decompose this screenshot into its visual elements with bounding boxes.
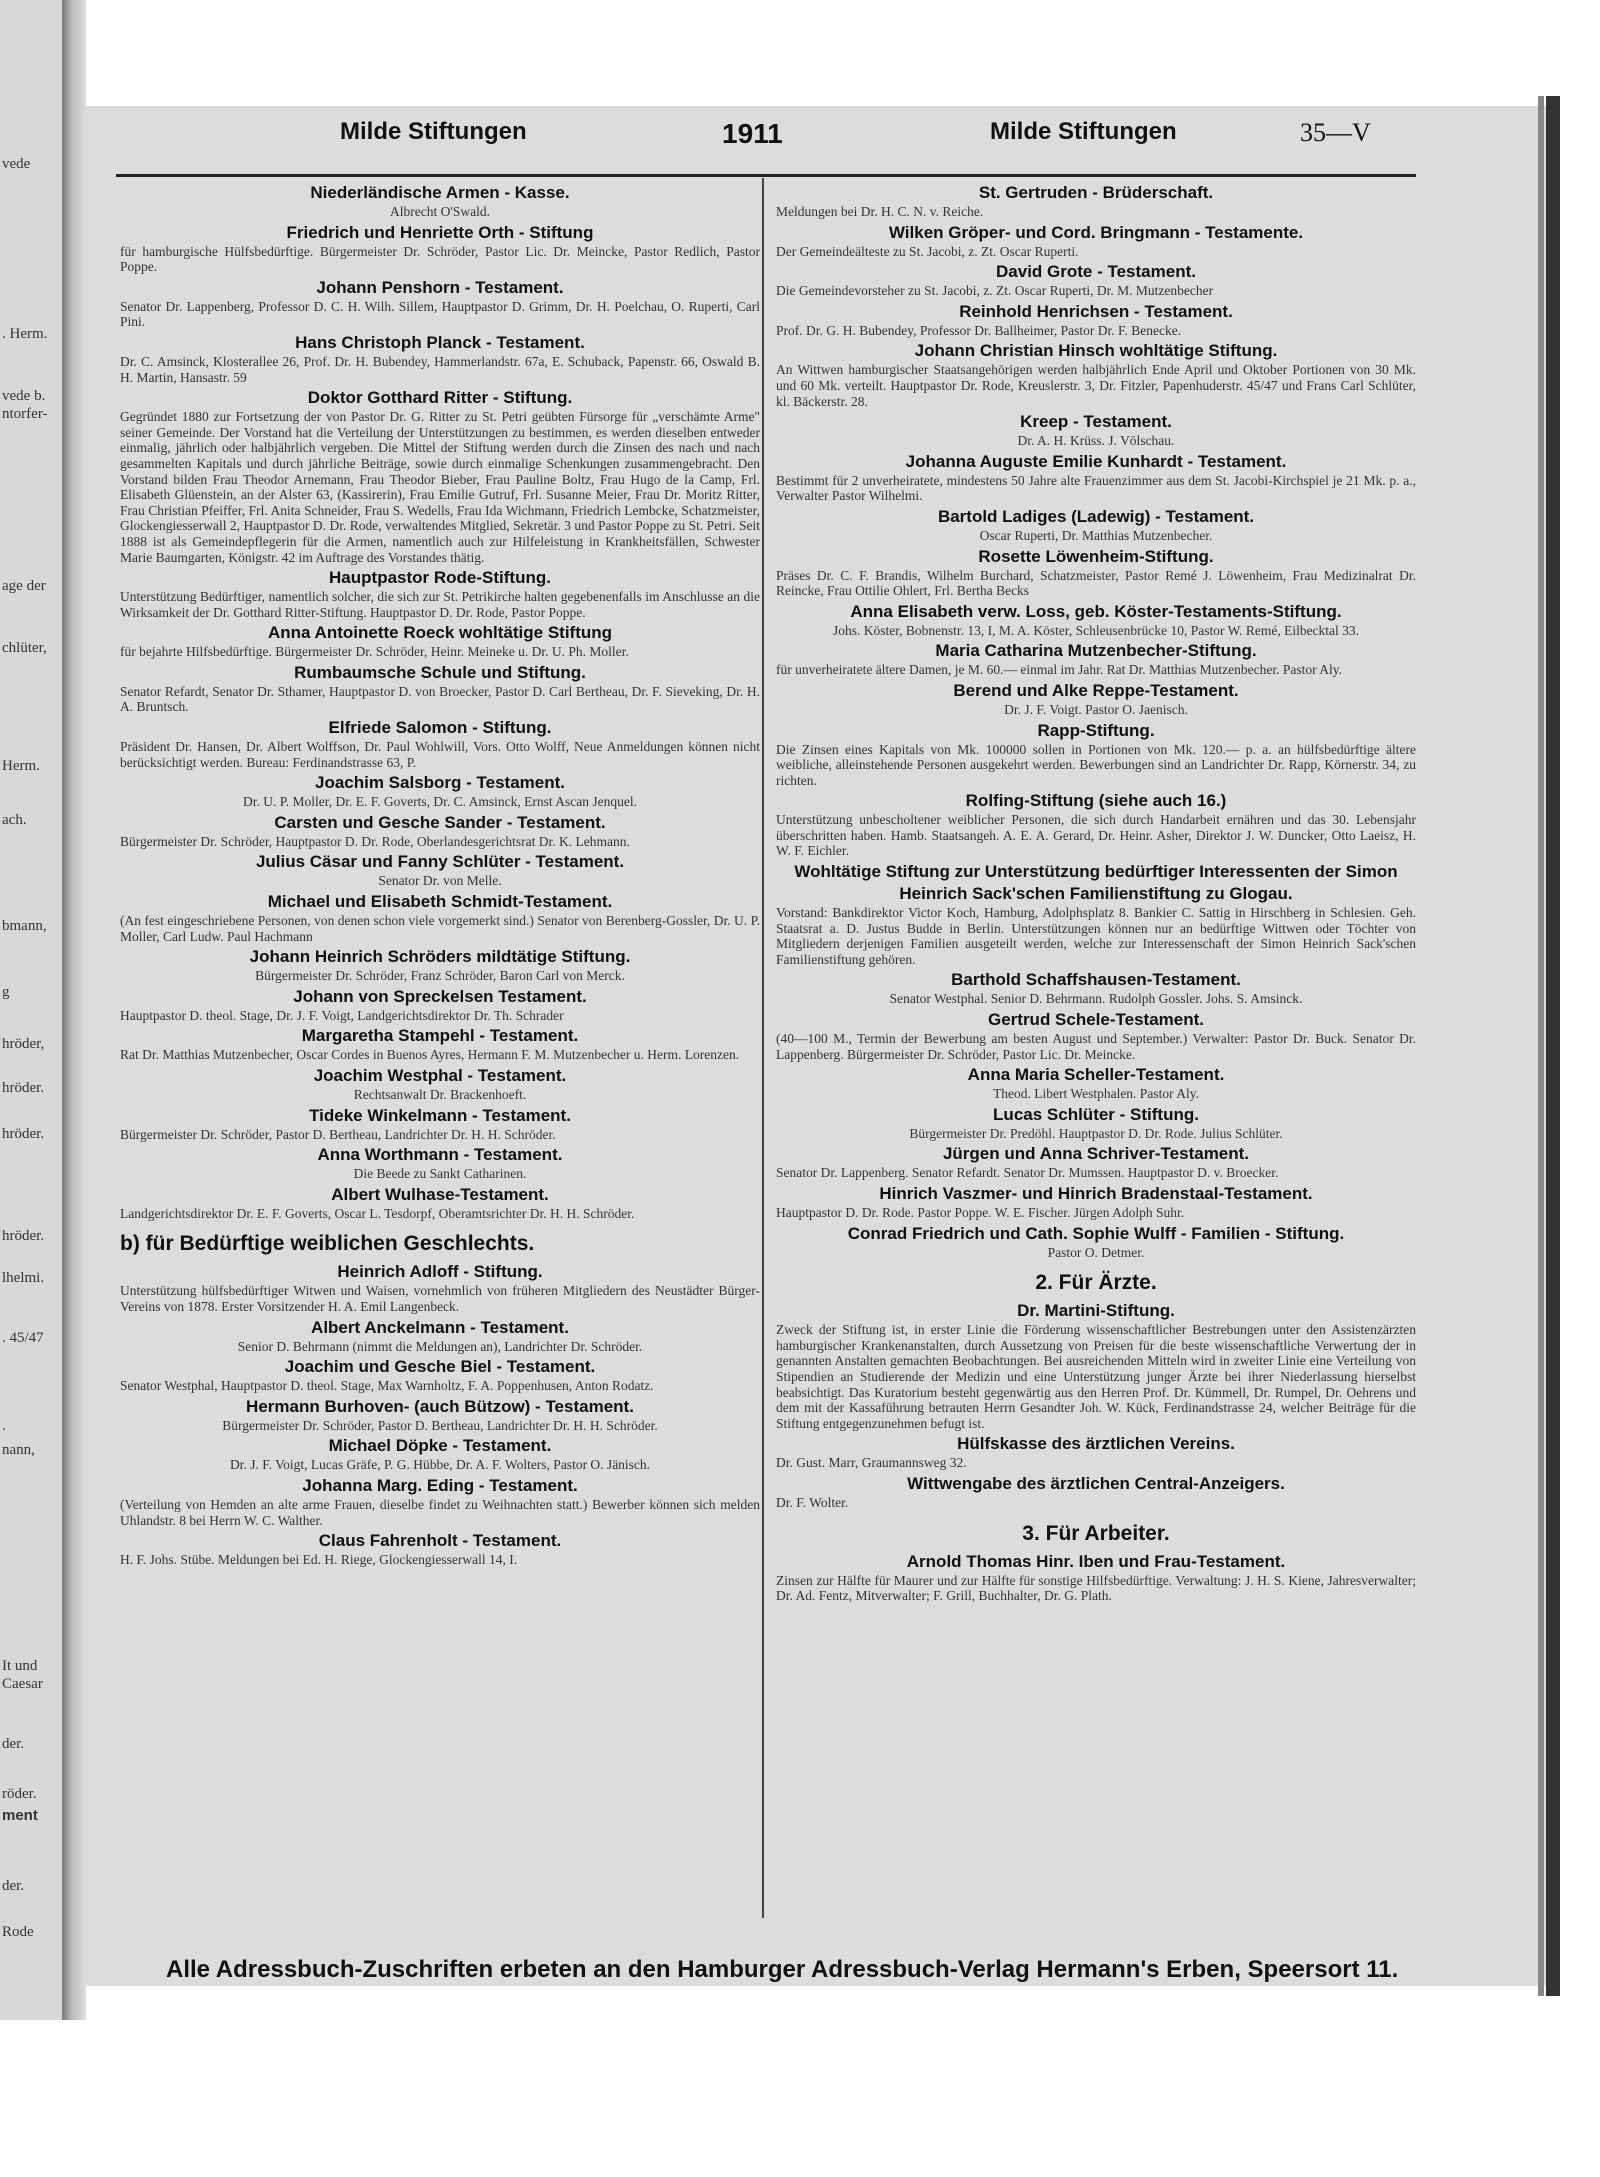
header-right-title: Milde Stiftungen [990,118,1177,145]
foundation-title: Joachim und Gesche Biel - Testament. [284,1357,596,1377]
foundation-text: Senator Dr. Lappenberg. Senator Refardt. Senator Dr. Mumssen. Hauptpastor D. v. Broecker. [776,1165,1279,1181]
foundation-entry [776,222,1416,260]
foundation-entry [776,640,1416,678]
foundation-title: Hinrich Vaszmer- und Hinrich Bradenstaal-Testament. [879,1184,1313,1203]
foundation-text: Senator Westphal, Hauptpastor D. theol. Stage, Max Warnholtz, F. A. Poppenhusen, Anton Rodatz. [120,1378,654,1394]
foundation-title: Heinrich Adloff - Stiftung. [337,1262,543,1282]
foundation-title: Claus Fahrenholt - Testament. [318,1531,562,1551]
foundation-entry [776,1143,1416,1181]
previous-page-fragment: ach. [2,812,27,828]
foundation-entry [776,969,1416,1007]
foundation-title: Margaretha Stampehl - Testament. [301,1026,579,1046]
previous-page-fragment: hröder. [2,1228,45,1244]
foundation-entry [120,772,760,810]
foundation-entry [776,1433,1416,1471]
previous-page-fragment: Caesar [2,1676,43,1692]
foundation-text: Hauptpastor D. theol. Stage, Dr. J. F. Voigt, Landgerichtsdirektor Dr. Th. Schrader [120,1007,564,1023]
footer-notice: Alle Adressbuch-Zuschriften erbeten an den Hamburger Adressbuch-Verlag Hermann's Erben, Speersort 11. [166,1956,1399,1983]
foundation-text: Albrecht O'Swald. [390,204,490,219]
foundation-entry [776,546,1416,599]
foundation-title: Berend und Alke Reppe-Testament. [953,680,1239,700]
foundation-text: für hamburgische Hülfsbedürftige. Bürgermeister Dr. Schröder, Pastor Lic. Dr. Meincke, Pastor Redlich, Pastor Poppe. [120,243,760,275]
foundation-title: Anna Antoinette Roeck wohltätige Stiftung [267,623,613,643]
foundation-title: Anna Worthmann - Testament. [317,1145,563,1165]
foundation-text: Unterstützung Bedürftiger, namentlich solcher, die sich zur St. Petrikirche halten gegebenenfalls im Anschlusse an die Wirksamkeit der Dr. Gotthard Ritter-Stiftung. Hauptpastor D. Dr. Rode, Pastor Poppe. [120,589,760,620]
foundation-text: Bürgermeister Dr. Schröder, Pastor D. Bertheau, Landrichter Dr. H. H. Schröder. [222,1417,658,1433]
foundation-text: Dr. F. Wolter. [776,1494,849,1510]
foundation-entry [120,332,760,385]
foundation-title: Gertrud Schele-Testament. [987,1010,1205,1030]
foundation-text: Dr. C. Amsinck, Klosterallee 26, Prof. Dr. H. Bubendey, Hammerlandstr. 67a, E. Schuback, Papenstr. 66, Oswald B. H. Martin, Hansastr. 59 [120,353,760,385]
foundation-entry [120,891,760,944]
foundation-text: Senator Refardt, Senator Dr. Sthamer, Hauptpastor D. von Broecker, Pastor D. Carl Bertheau, Dr. F. Sieveking, Dr. H. A. Bruntsch. [120,683,760,715]
foundation-entry [120,1025,760,1063]
foundation-text: Zweck der Stiftung ist, in erster Linie die Förderung wissenschaftlicher Bestrebungen unter den Assistenzärzten hamburgischer Krankenanstalten, durch Aussetzung von Preisen für die beste wissenschaftliche Verwertung der in genannten Anstalten gemachten Beobachtungen. Bei ausreichenden Mitteln wird in zweiter Linie eine Verteilung von Stipendien an Studierende der Medizin und eine Unterstützung junger Ärzte bei ihrer Niederlassung hierselbst beabsichtigt. Das Kuratorium besteht gegenwärtig aus den Herren Prof. Dr. Kümmell, Dr. Rumpel, Dr. Oehrens und dem mit der Kassaführung betrauten Herrn Gesandter Joh. W. Kück, Ferdinandstrasse 24, welcher Beiträge für die Stiftung entgegenzunehmen befugt ist. [776,1322,1416,1431]
previous-page-fragment: lhelmi. [2,1270,45,1286]
foundation-entry [120,946,760,984]
foundation-title: Rolfing-Stiftung (siehe auch 16.) [965,791,1227,811]
foundation-text: Bürgermeister Dr. Schröder, Pastor D. Bertheau, Landrichter Dr. H. H. Schröder. [120,1126,556,1142]
foundation-text: Oscar Ruperti, Dr. Matthias Mutzenbecher. [979,527,1213,543]
foundation-title: Joachim Salsborg - Testament. [314,773,566,793]
foundation-text: Theod. Libert Westphalen. Pastor Aly. [993,1086,1199,1102]
foundation-title: St. Gertruden - Brüderschaft. [978,183,1214,202]
foundation-entry [776,340,1416,409]
foundation-entry [120,1435,760,1473]
foundation-entry [776,1300,1416,1431]
foundation-entry [776,506,1416,544]
foundation-entry [120,1530,760,1568]
foundation-text: Dr. U. P. Moller, Dr. E. F. Goverts, Dr. C. Amsinck, Ernst Ascan Jenquel. [243,794,637,810]
foundation-title: Tideke Winkelmann - Testament. [309,1105,571,1125]
foundation-title: Rosette Löwenheim-Stiftung. [978,546,1214,566]
foundation-text: Pastor O. Detmer. [1047,1244,1145,1260]
foundation-title: Hauptpastor Rode-Stiftung. [329,568,551,588]
foundation-entry [776,301,1416,339]
foundation-text: An Wittwen hamburgischer Staatsangehörigen werden halbjährlich Ende April und Oktober Portionen von 30 Mk. und 60 Mk. verteilt. Hauptpastor Dr. Rode, Kreuslerstr. 3, Dr. Fitzler, Papenhuderstr. 45/47 und Frans Carl Schlüter, kl. Bäckerstr. 28. [776,362,1416,409]
foundation-text: Vorstand: Bankdirektor Victor Koch, Hamburg, Adolphsplatz 8. Bankier C. Sattig in Hirschberg in Schlesien. Geh. Staatsrat a. D. Justus Budde in Berlin. Unterstützungen können nur an bedürftige Wittwen oder Töchter von Mitgliedern derjenigen Familien ausgeteilt werden, welche zur Interessenschaft der Simon Heinrich Sack'schen Familienstiftung gehören. [776,905,1416,967]
foundation-title: Michael Döpke - Testament. [328,1436,552,1456]
foundation-entry [776,1064,1416,1102]
foundation-text: Meldungen bei Dr. H. C. N. v. Reiche. [776,204,984,219]
foundation-text: Senator Westphal. Senior D. Behrmann. Rudolph Gossler. Johs. S. Amsinck. [889,991,1303,1007]
foundation-entry [776,861,1416,967]
foundation-entry [120,1105,760,1143]
foundation-text: Die Zinsen eines Kapitals von Mk. 100000 sollen in Portionen von Mk. 120.— p. a. an hülfsbedürftige ältere weibliche, alleinstehende Personen ausgekehrt werden. Bewerbungen sind an Landrichter Dr. Rapp, Körnerstr. 34, zu richten. [776,741,1416,788]
foundation-text: H. F. Johs. Stübe. Meldungen bei Ed. H. Riege, Glockengiesserwall 14, I. [120,1552,518,1568]
foundation-entry [776,261,1416,299]
foundation-entry [776,1104,1416,1142]
foundation-title: Niederländische Armen - Kasse. [310,183,570,202]
foundation-text: Senior D. Behrmann (nimmt die Meldungen an), Landrichter Dr. Schröder. [237,1338,643,1354]
foundation-title: Joachim Westphal - Testament. [313,1066,567,1085]
foundation-text: Senator Dr. von Melle. [378,873,502,889]
foundation-entry [120,387,760,565]
previous-page-fragment: vede [2,156,31,172]
foundation-title: Hülfskasse des ärztlichen Vereins. [957,1434,1235,1454]
foundation-entry [120,662,760,715]
foundation-entry [776,720,1416,789]
section-heading-block [776,1519,1416,1549]
foundation-text: Prof. Dr. G. H. Bubendey, Professor Dr. Ballheimer, Pastor Dr. F. Benecke. [776,322,1182,338]
foundation-title: David Grote - Testament. [996,262,1196,282]
previous-page-fragment: Herm. [2,758,40,774]
section-heading: 2. Für Ärzte. [1035,1271,1157,1295]
foundation-text: für bejahrte Hilfsbedürftige. Bürgermeister Dr. Schröder, Heinr. Meineke u. Dr. U. Ph. Moller. [120,644,629,660]
foundation-entry [120,812,760,850]
foundation-text: (40—100 M., Termin der Bewerbung am besten August und September.) Verwalter: Pastor Dr. Buck. Senator Dr. Lappenberg. Bürgermeister Dr. Schröder, Pastor Lic. Dr. Meincke. [776,1031,1416,1062]
previous-page-fragment: der. [2,1736,25,1752]
foundation-entry [120,182,760,220]
foundation-title: Arnold Thomas Hinr. Iben und Frau-Testament. [906,1551,1286,1571]
foundation-entry [120,986,760,1024]
foundation-entry [776,1009,1416,1062]
foundation-entry [776,601,1416,639]
foundation-entry [776,1551,1416,1604]
previous-page-fragment: . [2,1418,6,1434]
foundation-text: Bürgermeister Dr. Predöhl. Hauptpastor D. Dr. Rode. Julius Schlüter. [909,1125,1283,1141]
foundation-text: Rat Dr. Matthias Mutzenbecher, Oscar Cordes in Buenos Ayres, Hermann F. M. Mutzenbecher u. Herm. Lorenzen. [120,1047,740,1063]
foundation-entry [120,1065,760,1103]
previous-page-fragment: age der [2,578,46,594]
foundation-text: Senator Dr. Lappenberg, Professor D. C. H. Wilh. Sillem, Hauptpastor D. Grimm, Dr. H. Poelchau, O. Ruperti, Carl Pini. [120,298,760,330]
previous-page-fragment: ment [2,1807,38,1824]
foundation-text: Präses Dr. C. F. Brandis, Wilhelm Burchard, Schatzmeister, Pastor Remé J. Löwenheim, Frau Medizinalrat Dr. Reincke, Frau Ottilie Ohlert, Frl. Bertha Becks [776,567,1416,599]
foundation-title: Dr. Martini-Stiftung. [1017,1301,1175,1321]
foundation-title: Albert Wulhase-Testament. [331,1184,549,1204]
foundation-title: Johann Heinrich Schröders mildtätige Stiftung. [249,947,631,967]
foundation-entry [776,1473,1416,1511]
foundation-text: Dr. A. H. Krüss. J. Völschau. [1017,433,1175,449]
foundation-text: Zinsen zur Hälfte für Maurer und zur Hälfte für sonstige Hilfsbedürftige. Verwaltung: J. H. S. Kiene, Jahresverwalter; Dr. Ad. Fentz, Mitverwalter; F. Grill, Buchhalter, Dr. G. Plath. [776,1572,1416,1604]
foundation-text: (An fest eingeschriebene Personen, von denen schon viele vorgemerkt sind.) Senator von Berenberg-Gossler, Dr. U. P. Moller, Carl Ludw. Paul Hachmann [120,913,760,944]
foundation-text: Unterstützung unbescholtener weiblicher Personen, die sich durch Handarbeit ernähren und das 30. Lebensjahr überschritten haben. Hamb. Staatsangeh. A. E. A. Gerard, Dr. Heinr. Asher, Direktor J. W. Duncker, Otto Laeisz, H. W. F. Eichler. [776,812,1416,859]
foundation-title: Anna Maria Scheller-Testament. [967,1065,1225,1085]
foundation-title: Hermann Burhoven- (auch Bützow) - Testament. [246,1396,634,1416]
foundation-title: Johann Christian Hinsch wohltätige Stiftung. [914,341,1278,361]
previous-page-fragment: hröder, [2,1036,45,1052]
foundation-entry [120,567,760,620]
right-column [776,180,1416,1604]
foundation-entry [120,1317,760,1355]
foundation-entry [120,851,760,889]
previous-page-fragment: vede b. [2,388,46,404]
foundation-title: Michael und Elisabeth Schmidt-Testament. [267,892,613,912]
foundation-entry [120,277,760,330]
foundation-entry [120,622,760,660]
foundation-text: Bestimmt für 2 unverheiratete, mindestens 50 Jahre alte Frauenzimmer aus dem St. Jacobi-Kirchspiel je 21 Mk. p. a., Verwalter Pastor Wilhelmi. [776,472,1416,504]
foundation-title: Johann Penshorn - Testament. [316,277,564,297]
foundation-title: Lucas Schlüter - Stiftung. [993,1104,1199,1124]
previous-page-fragment: . 45/47 [2,1330,44,1346]
foundation-text: Der Gemeindeälteste zu St. Jacobi, z. Zt. Oscar Ruperti. [776,243,1079,259]
foundation-title: Doktor Gotthard Ritter - Stiftung. [307,388,573,408]
foundation-title: Conrad Friedrich und Cath. Sophie Wulff - Familien - Stiftung. [847,1223,1345,1243]
foundation-text: Hauptpastor D. Dr. Rode. Pastor Poppe. W. E. Fischer. Jürgen Adolph Suhr. [776,1205,1185,1220]
foundation-entry [120,1144,760,1182]
foundation-entry [120,1475,760,1528]
foundation-title: Johanna Auguste Emilie Kunhardt - Testament. [905,451,1287,471]
header-left-title: Milde Stiftungen [340,118,527,145]
foundation-title: Maria Catharina Mutzenbecher-Stiftung. [935,641,1257,661]
foundation-text: Dr. J. F. Voigt, Lucas Gräfe, P. G. Hübbe, Dr. A. F. Wolters, Pastor O. Jänisch. [229,1457,651,1473]
foundation-text: Die Gemeindevorsteher zu St. Jacobi, z. Zt. Oscar Ruperti, Dr. M. Mutzenbecher [776,283,1214,299]
book-gutter [62,0,86,2020]
previous-page-fragment: der. [2,1878,25,1894]
foundation-title: Kreep - Testament. [1020,412,1172,432]
foundation-text: Die Beede zu Sankt Catharinen. [353,1166,527,1182]
foundation-title: Rapp-Stiftung. [1037,720,1155,740]
foundation-text: Dr. Gust. Marr, Graumannsweg 32. [776,1455,967,1471]
column-separator [762,178,764,1918]
foundation-title: Barthold Schaffshausen-Testament. [951,970,1241,990]
foundation-entry [776,1183,1416,1221]
section-heading-block [776,1268,1416,1298]
foundation-title: Friedrich und Henriette Orth - Stiftung [286,222,594,242]
foundation-title: Johanna Marg. Eding - Testament. [302,1475,578,1495]
previous-page-fragment: nann, [2,1442,35,1458]
foundation-title: Hans Christoph Planck - Testament. [295,332,585,352]
foundation-entry [120,1261,760,1314]
previous-page-fragment: g [2,984,10,1000]
foundation-title: Elfriede Salomon - Stiftung. [328,718,552,738]
foundation-text: Gegründet 1880 zur Fortsetzung der von Pastor Dr. G. Ritter zu St. Petri geübten Fürsorge für „verschämte Arme" seiner Gemeinde. Der Vorstand hat die Verteilung der Unterstützungen zu bestimmen, es werden dieselben entweder einmalig, jährlich oder halbjährlich vergeben. Die Mittel der Stiftung werden durch die Zinsen des nach und nach gesammelten Kapitals und durch jährliche Beiträge, sowie durch einmalige Schenkungen zusammengebracht. Den Vorstand bilden Frau Theodor Arnemann, Frau Theodor Bieber, Frau Pauline Boltz, Frau Hugo de la Camp, Frl. Elisabeth Glüenstein, an der Alster 63, (Kassirerin), Frau Emilie Gutruf, Frl. Susanne Meier, Frau Dr. Moritz Ritter, Frau Christian Pfeiffer, Frl. Anita Schneider, Frau S. Wedells, Frau Ida Wichmann, Friedrich Lembcke, Schatzmeister, Glockengiesserwall 2, Hauptpastor D. Dr. Rode, verwaltendes Mitglied, Sekretär. 3 und Pastor Poppe zu St. Petri. Seit 1888 ist als Gemeindepflegerin für die Armen, namentlich auch zur Hilfeleistung in Krankheitsfällen, Schwester Marie Baumgarten, Königstr. 42 im Auftrage des Vorstandes thätig. [120,409,760,565]
foundation-entry [776,680,1416,718]
header-rule [116,174,1416,177]
foundation-text: Bürgermeister Dr. Schröder, Franz Schröder, Baron Carl von Merck. [255,968,625,984]
foundation-title: Anna Elisabeth verw. Loss, geb. Köster-Testaments-Stiftung. [850,601,1342,621]
foundation-title: Bartold Ladiges (Ladewig) - Testament. [937,506,1255,526]
section-heading-block [120,1229,760,1259]
foundation-text: Landgerichtsdirektor Dr. E. F. Goverts, Oscar L. Tesdorpf, Oberamtsrichter Dr. H. H. Schröder. [120,1205,635,1221]
foundation-title: Julius Cäsar und Fanny Schlüter - Testament. [255,852,625,872]
previous-page-fragment: ntorfer- [2,406,48,422]
foundation-entry [120,222,760,275]
foundation-entry [776,1223,1416,1261]
foundation-text: Dr. J. F. Voigt. Pastor O. Jaenisch. [1004,701,1188,717]
foundation-entry [120,1356,760,1394]
page-edge [1546,96,1560,1996]
foundation-text: Unterstützung hülfsbedürftiger Witwen und Waisen, vornehmlich von früheren Mitgliedern des Neustädter Bürger-Vereins von 1878. Erster Vorsitzender H. A. Emil Langenbeck. [120,1283,760,1314]
foundation-text: Johs. Köster, Bobnenstr. 13, I, M. A. Köster, Schleusenbrücke 10, Pastor W. Remé, Eilbecktal 33. [832,622,1360,638]
foundation-text: Bürgermeister Dr. Schröder, Hauptpastor D. Dr. Rode, Oberlandesgerichtsrat Dr. K. Lehmann. [120,833,630,849]
header-year: 1911 [722,118,783,149]
previous-page-fragment: chlüter, [2,640,47,656]
foundation-entry [120,1184,760,1222]
foundation-title: Wohltätige Stiftung zur Unterstützung bedürftiger Interessenten der Simon Heinrich Sack'schen Familienstiftung zu Glogau. [794,862,1398,904]
section-heading: b) für Bedürftige weiblichen Geschlechts. [120,1232,535,1256]
foundation-entry [776,411,1416,449]
foundation-entry [776,451,1416,504]
previous-page-fragment: hröder. [2,1080,45,1096]
previous-page-fragment: röder. [2,1786,37,1802]
foundation-title: Johann von Spreckelsen Testament. [293,986,587,1006]
left-column [120,180,760,1568]
section-heading: 3. Für Arbeiter. [1022,1521,1170,1545]
foundation-entry [776,790,1416,859]
foundation-entry [776,182,1416,220]
foundation-text: Rechtsanwalt Dr. Brackenhoeft. [353,1087,527,1102]
foundation-title: Carsten und Gesche Sander - Testament. [274,812,606,832]
foundation-text: (Verteilung von Hemden an alte arme Frauen, dieselbe findet zu Weihnachten statt.) Bewerber können sich melden Uhlandstr. 8 bei Herrn W. C. Walther. [120,1496,760,1528]
foundation-title: Albert Anckelmann - Testament. [311,1317,569,1337]
foundation-title: Rumbaumsche Schule und Stiftung. [294,662,586,682]
foundation-entry [120,717,760,770]
foundation-title: Wilken Gröper- und Cord. Bringmann - Testamente. [888,222,1304,242]
previous-page-fragment: hröder. [2,1126,45,1142]
foundation-title: Reinhold Henrichsen - Testament. [959,301,1233,321]
page-edge-shadow [1538,96,1544,1996]
previous-page-fragment: Rode [2,1924,34,1940]
previous-page-fragment: It und [2,1658,38,1674]
previous-page-fragment: bmann, [2,918,47,934]
foundation-entry [120,1396,760,1434]
page-number: 35—V [1300,118,1371,147]
previous-page-fragment: . Herm. [2,326,48,342]
foundation-title: Wittwengabe des ärztlichen Central-Anzeigers. [907,1473,1285,1493]
foundation-text: für unverheiratete ältere Damen, je M. 60.— einmal im Jahr. Rat Dr. Matthias Mutzenbecher. Pastor Aly. [776,662,1342,678]
foundation-text: Präsident Dr. Hansen, Dr. Albert Wolffson, Dr. Paul Wohlwill, Vors. Otto Wolff, Neue Anmeldungen können nicht berücksichtigt werden. Bureau: Ferdinandstrasse 63, P. [120,739,760,770]
foundation-title: Jürgen und Anna Schriver-Testament. [942,1144,1250,1164]
